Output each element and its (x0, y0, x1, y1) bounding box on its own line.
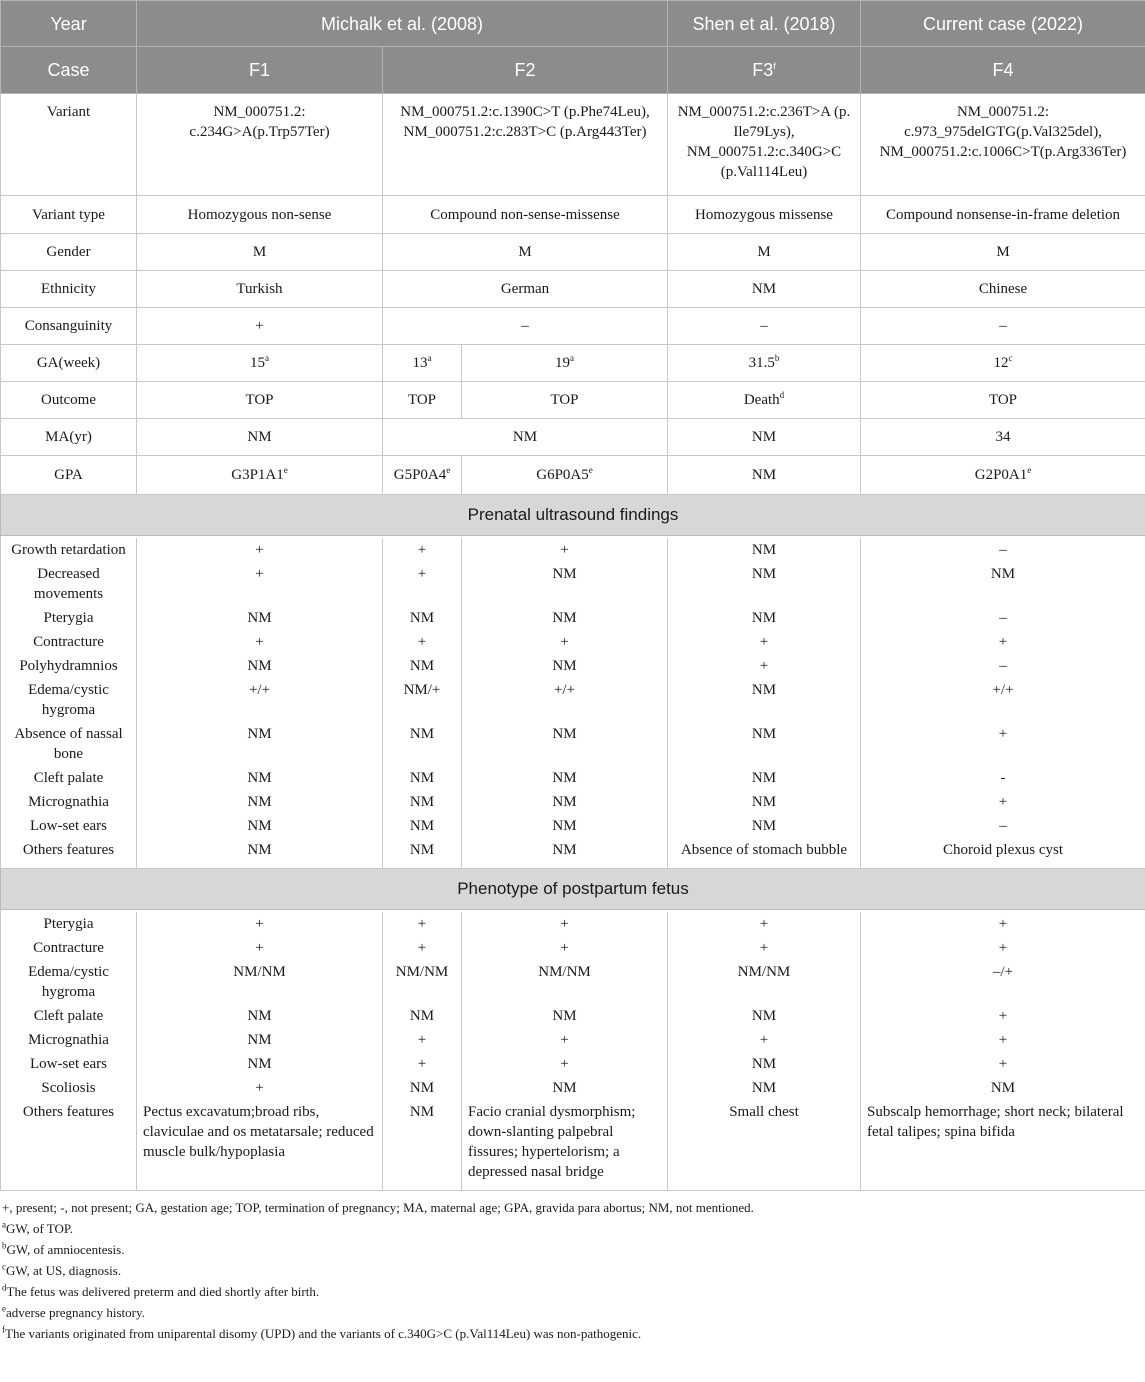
cell-f4: –/+ (861, 960, 1145, 1004)
cell-f3: NM (668, 419, 861, 456)
cell-f3: + (668, 630, 861, 654)
cell-f2b: NM (462, 654, 668, 678)
cell-f3: NM (668, 562, 861, 606)
cell-f3: NM (668, 1076, 861, 1100)
cell-f4: NM (861, 1076, 1145, 1100)
cell-f4: Choroid plexus cyst (861, 838, 1145, 869)
cell-f1: + (137, 1076, 383, 1100)
cell-f3: Homozygous missense (668, 196, 861, 234)
row-label: Consanguinity (1, 308, 137, 345)
cell-f4: – (861, 538, 1145, 562)
cell-f2a: NM (383, 1076, 462, 1100)
cell-f3: NM (668, 766, 861, 790)
feature-label: Edema/cystic hygroma (1, 960, 137, 1004)
cell-f3: NM (668, 271, 861, 308)
study-shen: Shen et al. (2018) (668, 1, 861, 47)
footnote-abbreviations: +, present; -, not present; GA, gestation age; TOP, termination of pregnancy; MA, maternal age; GPA, gravida para abortus; NM, not mentioned. (2, 1200, 754, 1215)
cell-f3: + (668, 654, 861, 678)
cell-f3: NM_000751.2:c.236T>A (p. Ile79Lys), NM_000751.2:c.340G>C (p.Val114Leu) (668, 94, 861, 196)
feature-row (1, 838, 1145, 869)
cell-f3: NM (668, 678, 861, 722)
feature-label: Polyhydramnios (1, 654, 137, 678)
cell-f4: + (861, 912, 1145, 936)
cell-f4: G2P0A1e (861, 456, 1145, 495)
feature-row (1, 1004, 1145, 1028)
study-current: Current case (2022) (861, 1, 1145, 47)
cell-f3: NM (668, 456, 861, 495)
cell-f3: NM (668, 790, 861, 814)
cell-f3: – (668, 308, 861, 345)
cell-f4: – (861, 606, 1145, 630)
row-variant (1, 94, 1145, 196)
cell-f4: +/+ (861, 678, 1145, 722)
cell-f2b: NM (462, 766, 668, 790)
feature-row (1, 606, 1145, 630)
cell-f4: + (861, 1004, 1145, 1028)
cell-f2a: + (383, 936, 462, 960)
section-postpartum (1, 869, 1145, 910)
cell-f3: NM (668, 1052, 861, 1076)
case-f2: F2 (383, 47, 668, 94)
cell-f4: TOP (861, 382, 1145, 419)
case-label: Case (1, 47, 137, 94)
study-michalk: Michalk et al. (2008) (137, 1, 668, 47)
feature-label: Low-set ears (1, 1052, 137, 1076)
section-title: Phenotype of postpartum fetus (1, 869, 1145, 910)
feature-row (1, 654, 1145, 678)
cell-f4: + (861, 1028, 1145, 1052)
feature-row (1, 722, 1145, 766)
section-prenatal (1, 495, 1145, 536)
feature-row (1, 1100, 1145, 1191)
feature-label: Absence of nassal bone (1, 722, 137, 766)
cell-f2b: NM (462, 1004, 668, 1028)
cell-f4: + (861, 630, 1145, 654)
cell-f1: G3P1A1e (137, 456, 383, 495)
cell-f2b: 19$^a$ (462, 345, 668, 382)
case-f4: F4 (861, 47, 1145, 94)
feature-label: Pterygia (1, 606, 137, 630)
cell-f2a: NM (383, 722, 462, 766)
feature-row (1, 538, 1145, 562)
cell-f4: - (861, 766, 1145, 790)
feature-row (1, 814, 1145, 838)
cell-f2a: 13$^a$ (383, 345, 462, 382)
feature-row (1, 1028, 1145, 1052)
cell-f2: NM (383, 419, 668, 456)
cell-f3: + (668, 912, 861, 936)
cell-f2: NM_000751.2:c.1390C>T (p.Phe74Leu), NM_000751.2:c.283T>C (p.Arg443Ter) (383, 94, 668, 196)
cell-f4: + (861, 1052, 1145, 1076)
cell-f2a: NM/+ (383, 678, 462, 722)
row-ma (1, 419, 1145, 456)
postpartum-phenotype (1, 910, 1145, 1191)
cell-f3: + (668, 936, 861, 960)
cell-f4: NM_000751.2: c.973_975delGTG(p.Val325del), NM_000751.2:c.1006C>T(p.Arg336Ter) (861, 94, 1145, 196)
cell-f2b: TOP (462, 382, 668, 419)
cell-f2: German (383, 271, 668, 308)
row-label: Variant (1, 94, 137, 196)
feature-label: Scoliosis (1, 1076, 137, 1100)
cell-f1: + (137, 308, 383, 345)
cell-f3: + (668, 1028, 861, 1052)
cell-f2b: NM/NM (462, 960, 668, 1004)
row-ethnicity (1, 271, 1145, 308)
feature-row (1, 960, 1145, 1004)
cell-f2a: NM/NM (383, 960, 462, 1004)
cell-f2a: G5P0A4e (383, 456, 462, 495)
cell-f2b: + (462, 936, 668, 960)
case-f3: F3$^f$ (668, 47, 861, 94)
feature-label: Growth retardation (1, 538, 137, 562)
feature-label: Low-set ears (1, 814, 137, 838)
footnote-e: $^e$adverse pregnancy history. (2, 1303, 145, 1320)
feature-label: Cleft palate (1, 1004, 137, 1028)
cell-f1: NM (137, 1028, 383, 1052)
cell-f1: 15$^a$ (137, 345, 383, 382)
cell-f1: Homozygous non-sense (137, 196, 383, 234)
cell-f2: M (383, 234, 668, 271)
row-variant-type (1, 196, 1145, 234)
cell-f2b: + (462, 538, 668, 562)
feature-label: Micrognathia (1, 1028, 137, 1052)
row-label: GA(week) (1, 345, 137, 382)
feature-row (1, 562, 1145, 606)
cell-f2b: NM (462, 838, 668, 869)
cell-f4: Subscalp hemorrhage; short neck; bilateral fetal talipes; spina bifida (861, 1100, 1145, 1191)
feature-label: Others features (1, 1100, 137, 1191)
cell-f2a: NM (383, 1004, 462, 1028)
feature-row (1, 630, 1145, 654)
feature-row (1, 766, 1145, 790)
row-gpa (1, 456, 1145, 495)
cell-f2b: NM (462, 814, 668, 838)
cell-f4: + (861, 936, 1145, 960)
cell-f2b: NM (462, 722, 668, 766)
cell-f4: 12$^c$ (861, 345, 1145, 382)
cell-f1: NM (137, 1052, 383, 1076)
cell-f2a: NM (383, 790, 462, 814)
footnote-d: $^d$The fetus was delivered preterm and died shortly after birth. (2, 1282, 320, 1299)
cell-f2a: NM (383, 838, 462, 869)
cell-f2b: +/+ (462, 678, 668, 722)
feature-row (1, 1076, 1145, 1100)
cell-f1: NM (137, 606, 383, 630)
year-label: Year (1, 1, 137, 47)
feature-label: Contracture (1, 936, 137, 960)
row-label: Outcome (1, 382, 137, 419)
cell-f2b: NM (462, 1076, 668, 1100)
cell-f3: NM (668, 722, 861, 766)
cell-f3: NM (668, 1004, 861, 1028)
cell-f2a: NM (383, 654, 462, 678)
cell-f4: + (861, 722, 1145, 766)
cell-f1: NM (137, 1004, 383, 1028)
feature-label: Others features (1, 838, 137, 869)
cell-f3: 31.5$^b$ (668, 345, 861, 382)
cell-f3: Small chest (668, 1100, 861, 1191)
cell-f2b: G6P0A5e (462, 456, 668, 495)
cell-f4: – (861, 654, 1145, 678)
row-outcome (1, 382, 1145, 419)
cell-f4: Compound nonsense-in-frame deletion (861, 196, 1145, 234)
row-label: Ethnicity (1, 271, 137, 308)
cell-f1: + (137, 912, 383, 936)
row-label: Variant type (1, 196, 137, 234)
cell-f4: M (861, 234, 1145, 271)
cell-f2b: NM (462, 790, 668, 814)
cell-f1: NM (137, 838, 383, 869)
cell-f3: NM (668, 606, 861, 630)
footnote-c: $^c$GW, at US, diagnosis. (2, 1261, 122, 1278)
footnotes (0, 1191, 1145, 1344)
cell-f1: Pectus excavatum;broad ribs, claviculae and os metatarsale; reduced muscle bulk/hypoplasia (137, 1100, 383, 1191)
cell-f3: M (668, 234, 861, 271)
feature-label: Edema/cystic hygroma (1, 678, 137, 722)
feature-row (1, 678, 1145, 722)
cell-f2: Compound non-sense-missense (383, 196, 668, 234)
cell-f2a: NM (383, 1100, 462, 1191)
cell-f1: NM (137, 766, 383, 790)
cell-f2a: + (383, 562, 462, 606)
cell-f2a: + (383, 630, 462, 654)
cell-f4: Chinese (861, 271, 1145, 308)
cell-f2b: + (462, 1052, 668, 1076)
row-label: GPA (1, 456, 137, 495)
cell-f1: NM (137, 814, 383, 838)
cell-f2b: + (462, 912, 668, 936)
cell-f1: M (137, 234, 383, 271)
cell-f3: Absence of stomach bubble (668, 838, 861, 869)
footnote-b: $^b$GW, of amniocentesis. (2, 1240, 125, 1257)
cell-f1: + (137, 538, 383, 562)
feature-label: Cleft palate (1, 766, 137, 790)
feature-label: Pterygia (1, 912, 137, 936)
cell-f1: NM/NM (137, 960, 383, 1004)
row-gender (1, 234, 1145, 271)
feature-row (1, 790, 1145, 814)
cell-f1: NM (137, 419, 383, 456)
cell-f3: Death$^d$ (668, 382, 861, 419)
cell-f2a: NM (383, 766, 462, 790)
feature-row (1, 1052, 1145, 1076)
cell-f2: – (383, 308, 668, 345)
cell-f1: NM (137, 722, 383, 766)
case-f1: F1 (137, 47, 383, 94)
cell-f2b: Facio cranial dysmorphism; down-slanting palpebral fissures; hypertelorism; a depressed nasal bridge (462, 1100, 668, 1191)
cell-f2a: TOP (383, 382, 462, 419)
cell-f1: NM (137, 790, 383, 814)
feature-label: Contracture (1, 630, 137, 654)
cell-f2b: + (462, 630, 668, 654)
footnote-f: $^f$The variants originated from uniparental disomy (UPD) and the variants of c.340G>C (p.Val114Leu) was non-pathogenic. (2, 1324, 642, 1341)
cell-f2a: + (383, 1028, 462, 1052)
cell-f1: +/+ (137, 678, 383, 722)
cell-f1: TOP (137, 382, 383, 419)
cell-f2a: + (383, 538, 462, 562)
cell-f3: NM (668, 814, 861, 838)
cell-f1: Turkish (137, 271, 383, 308)
cell-f2a: NM (383, 814, 462, 838)
cell-f2a: NM (383, 606, 462, 630)
cell-f1: NM_000751.2: c.234G>A(p.Trp57Ter) (137, 94, 383, 196)
cell-f4: – (861, 814, 1145, 838)
header-row-case (1, 47, 1145, 94)
cell-f2b: + (462, 1028, 668, 1052)
cell-f4: – (861, 308, 1145, 345)
cell-f4: 34 (861, 419, 1145, 456)
cell-f4: NM (861, 562, 1145, 606)
feature-label: Decreased movements (1, 562, 137, 606)
cell-f3: NM (668, 538, 861, 562)
row-label: MA(yr) (1, 419, 137, 456)
section-title: Prenatal ultrasound findings (1, 495, 1145, 536)
feature-label: Micrognathia (1, 790, 137, 814)
header-row-year (1, 1, 1145, 47)
feature-row (1, 912, 1145, 936)
cell-f2b: NM (462, 562, 668, 606)
cell-f1: + (137, 936, 383, 960)
cell-f2b: NM (462, 606, 668, 630)
cell-f1: + (137, 630, 383, 654)
cell-f4: + (861, 790, 1145, 814)
row-consanguinity (1, 308, 1145, 345)
cell-f3: NM/NM (668, 960, 861, 1004)
row-ga (1, 345, 1145, 382)
footnote-a: $^a$GW, of TOP. (2, 1219, 73, 1236)
row-label: Gender (1, 234, 137, 271)
cell-f1: + (137, 562, 383, 606)
feature-row (1, 936, 1145, 960)
cell-f2a: + (383, 912, 462, 936)
cell-f1: NM (137, 654, 383, 678)
cell-f2a: + (383, 1052, 462, 1076)
prenatal-findings (1, 536, 1145, 869)
